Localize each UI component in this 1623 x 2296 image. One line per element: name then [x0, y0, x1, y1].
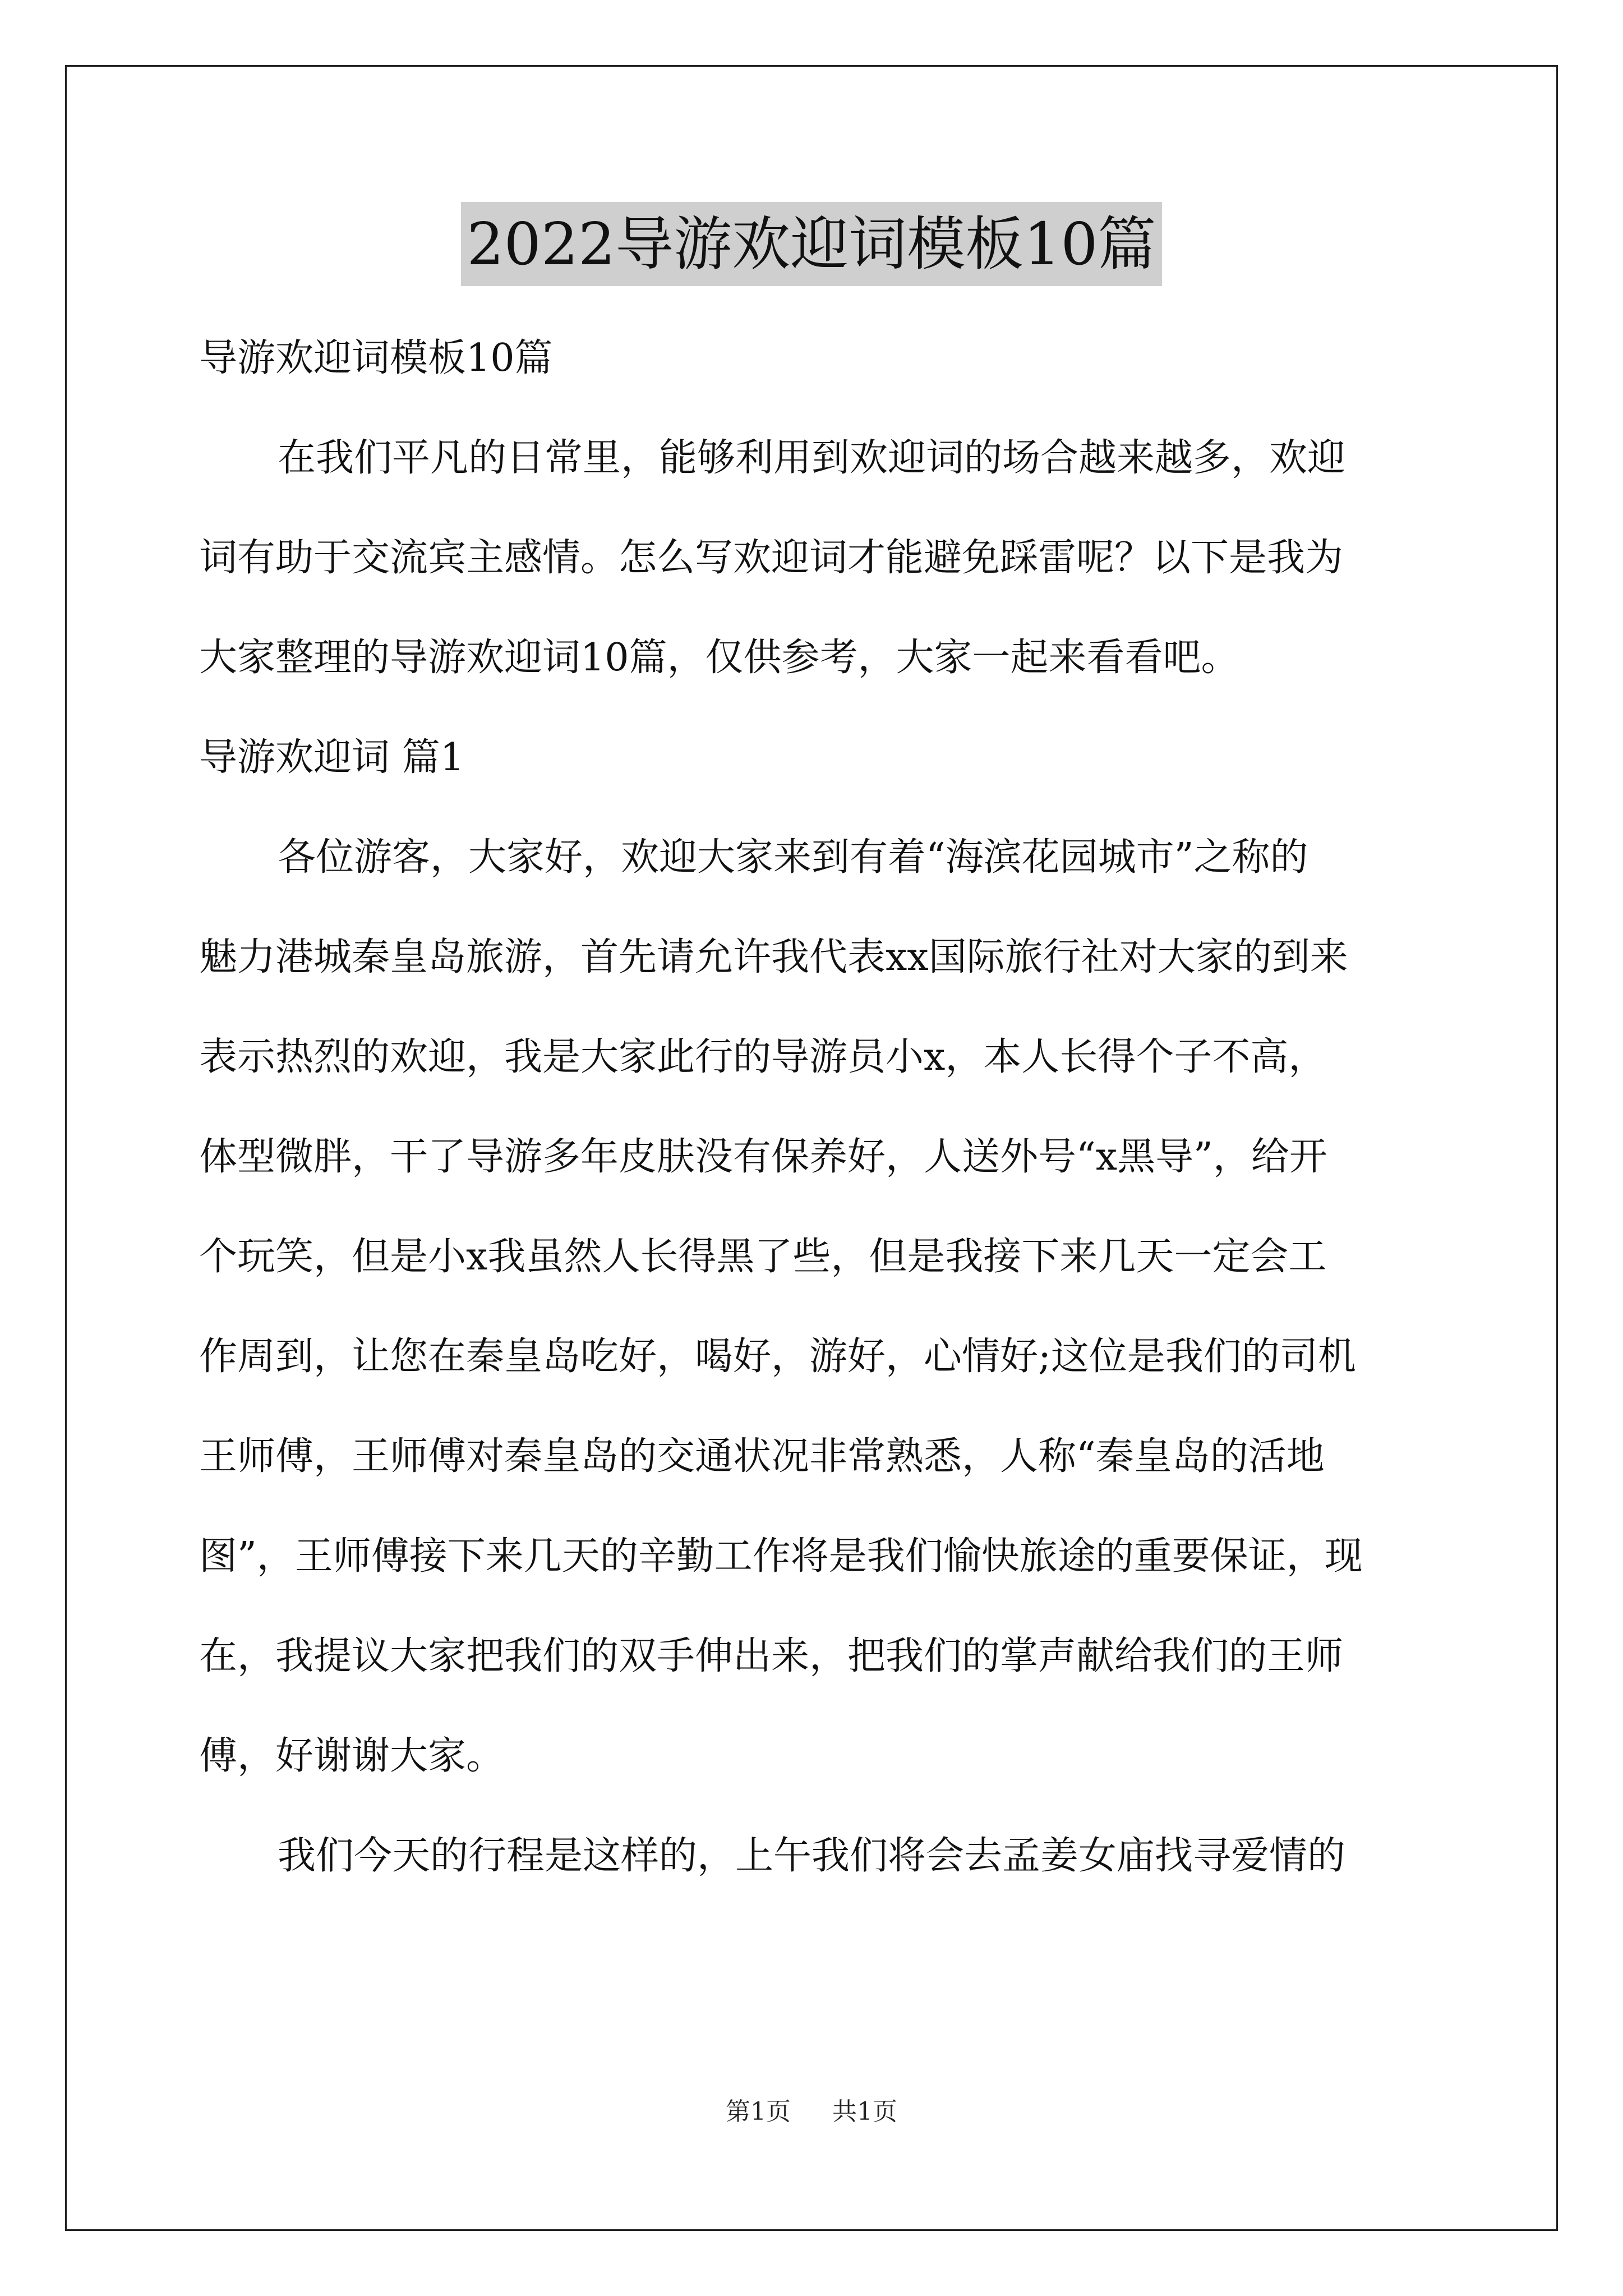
text-line: 图”，王师傅接下来几天的辛勤工作将是我们愉快旅途的重要保证，现 [199, 1534, 1363, 1579]
text-line: 作周到，让您在秦皇岛吃好，喝好，游好，心情好;这位是我们的司机 [199, 1335, 1356, 1379]
document-title: 2022导游欢迎词模板10篇 [461, 202, 1161, 286]
text-line: 大家整理的导游欢迎词10篇，仅供参考，大家一起来看看吧。 [199, 636, 1239, 680]
text-line: 在，我提议大家把我们的双手伸出来，把我们的掌声献给我们的王师 [199, 1634, 1344, 1678]
text-line: 个玩笑，但是小x我虽然人长得黑了些，但是我接下来几天一定会工 [199, 1235, 1327, 1279]
text-line: 王师傅，王师傅对秦皇岛的交通状况非常熟悉，人称“秦皇岛的活地 [199, 1434, 1325, 1479]
page-footer [0, 2095, 1623, 2129]
text-line: 表示热烈的欢迎，我是大家此行的导游员小x，本人长得个子不高， [199, 1035, 1327, 1079]
text-line: 体型微胖，干了导游多年皮肤没有保养好，人送外号“x黑导”，给开 [199, 1135, 1327, 1179]
title-container [0, 202, 1623, 286]
text-line: 在我们平凡的日常里，能够利用到欢迎词的场合越来越多，欢迎 [278, 436, 1346, 480]
text-line: 导游欢迎词 篇1 [199, 735, 464, 780]
text-line: 各位游客，大家好，欢迎大家来到有着“海滨花园城市”之称的 [278, 835, 1308, 880]
page-number-current: 第1页 [726, 2097, 791, 2126]
text-line: 魅力港城秦皇岛旅游，首先请允许我代表xx国际旅行社对大家的到来 [199, 935, 1348, 979]
document-body [199, 309, 1427, 1906]
text-line: 傅，好谢谢大家。 [199, 1734, 505, 1778]
page-number-total: 共1页 [832, 2097, 897, 2126]
text-line: 导游欢迎词模板10篇 [199, 336, 553, 380]
text-line: 词有助于交流宾主感情。怎么写欢迎词才能避免踩雷呢？以下是我为 [199, 536, 1344, 580]
text-line: 我们今天的行程是这样的，上午我们将会去孟姜女庙找寻爱情的 [278, 1834, 1346, 1878]
